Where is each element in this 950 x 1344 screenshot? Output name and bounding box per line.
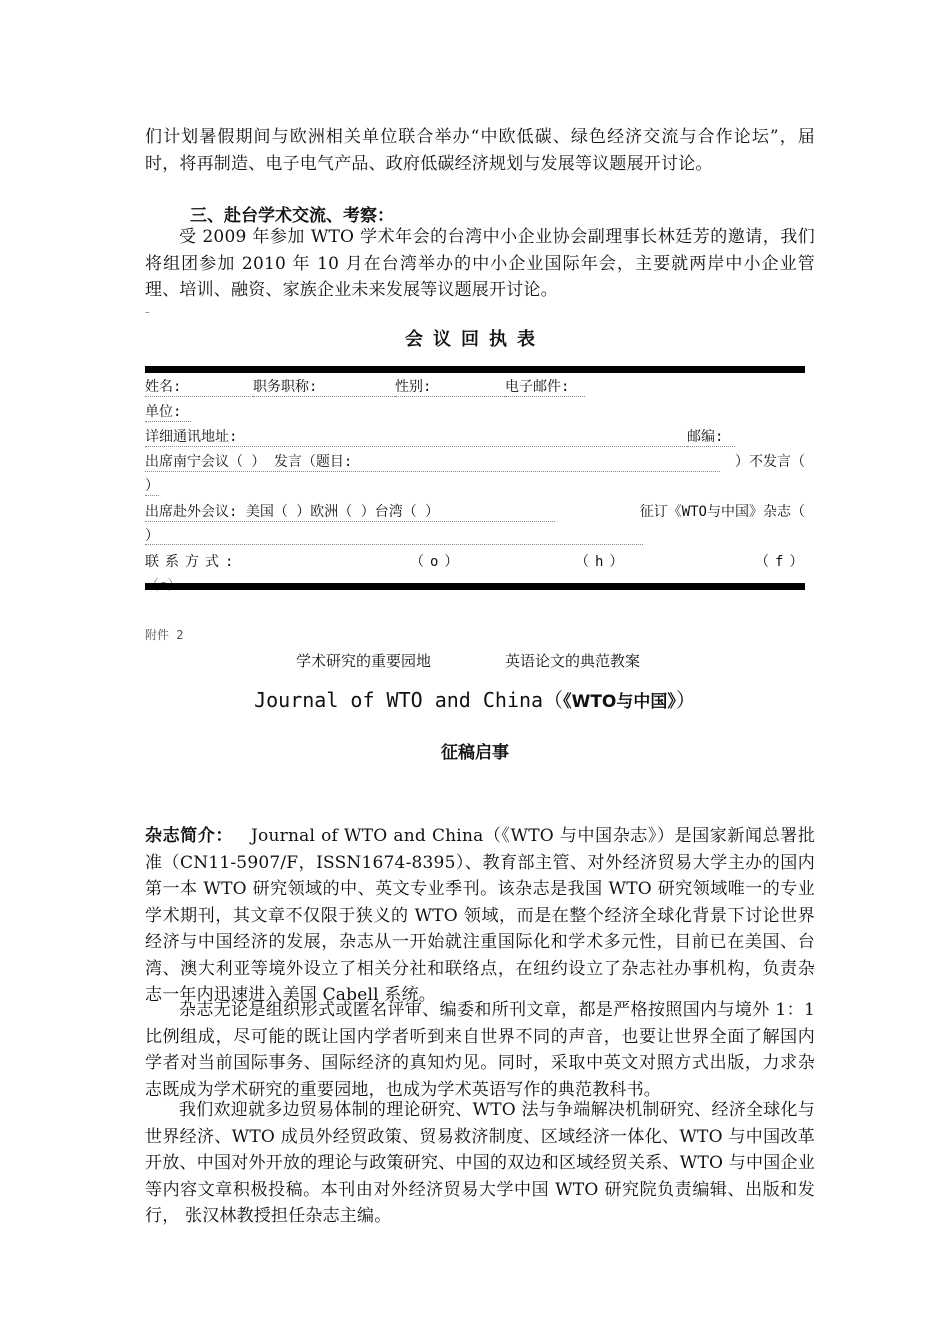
form-row-nanning-wrap [145,477,805,496]
email-field[interactable]: 电子邮件: [505,378,585,397]
contact-label: 联系方式: [145,554,240,570]
address-field[interactable]: 详细通讯地址: [145,428,687,447]
no-speech-close: ） [145,478,159,494]
welcome-paragraph: 我们欢迎就多边贸易体制的理论研究、WTO 法与争端解决机制研究、经济全球化与世界经济、WTO 成员外经贸政策、贸易救济制度、区域经济一体化、WTO 与中国改革开放、中国对外开放的理论与政策研究、中国的双边和区域经贸关系、WTO 与中国企业等内容文章积极投稿。本刊由对外经济贸易大学中国 WTO 研究院负责编辑、出版和发行， 张汉林教授担任杂志主编。 [145,1100,815,1226]
section-three-text: 受 2009 年参加 WTO 学术年会的台湾中小企业协会副理事长林廷芳的邀请，我们将组团参加 2010 年 10 月在台湾举办的中小企业国际年会，主要就两岸中小企业管理、培训、融资、家族企业未来发展等议题展开讨论。 [145,227,815,300]
journal-title [0,684,950,713]
call-for-papers-title: 征稿启事 [441,743,509,763]
tiny-mark: – [145,308,150,318]
form-top-rule [145,366,805,373]
annex-label: 附件 2 [145,628,184,642]
form-title: 会议回执表 [405,329,545,350]
journal-title-close: ） [675,688,696,712]
form-row-abroad-wrap [145,527,805,545]
home-phone-field[interactable]: （h） [575,554,630,570]
nanning-attend-field[interactable]: 出席南宁会议（ ） 发言（题目: [145,453,720,472]
journal-title-cn: 《WTO与中国》 [563,692,676,712]
form-row-contact [145,553,810,571]
review-paragraph: 杂志无论是组织形式或匿名评审、编委和所刊文章，都是严格按照国内与境外 1：1 比例组成，尽可能的既让国内学者听到来自世界不同的声音，也要让世界全面了解国内学者对当前国际事务、国际经济的真知灼见。同时，采取中英文对照方式出版，力求杂志既成为学术研究的重要园地，也成为学术英语写作的典范教科书。 [145,1000,815,1100]
intro-label: 杂志简介： [145,826,234,846]
fax-field[interactable]: （f） [755,554,810,570]
journal-title-latin: Journal of WTO and China（ [254,688,564,712]
postcode-field[interactable]: 邮编: [687,428,735,447]
intro-text: Journal of WTO and China（《WTO 与中国杂志》）是国家新闻总署批准（CN11-5907/F，ISSN1674-8395）、教育部主管、对外经济贸易大学主办的国内第一本 WTO 研究领域的中、英文专业季刊。该杂志是我国 WTO 研究领域唯一的专业学术期刊，其文章不仅限于狭义的 WTO 领域，而是在整个经济全球化背景下讨论世界经济与中国经济的发展，杂志从一开始就注重国际化和学术多元性，目前已在美国、台湾、澳大利亚等境外设立了相关分社和联络点，在纽约设立了杂志社办事机构，负责杂志一年内迅速进入美国 Cabell 系统。 [145,826,816,1005]
form-row-personal [145,378,805,397]
no-speech-option[interactable]: ）不发言（ [735,454,805,470]
form-row-unit [145,403,805,422]
form-row-address [145,428,805,447]
form-row-nanning [145,453,805,472]
name-field[interactable]: 姓名: [145,378,253,397]
unit-field[interactable]: 单位: [145,403,191,422]
top-paragraph: 们计划暑假期间与欧洲相关单位联合举办“中欧低碳、绿色经济交流与合作论坛”，届时，将再制造、电子电气产品、政府低碳经济规划与发展等议题展开讨论。 [145,127,815,174]
gender-field[interactable]: 性别: [395,378,505,397]
form-bottom-rule [145,583,805,590]
abroad-dotted-rule [145,544,643,545]
subscribe-close: ） [145,528,159,544]
subscribe-option[interactable]: 征订《WTO与中国》杂志（ [639,504,805,520]
office-phone-field[interactable]: （o） [410,554,465,570]
section-three-heading: 三、赴台学术交流、考察： [190,206,394,226]
slogan-right: 英语论文的典范教案 [505,652,641,670]
slogan-left: 学术研究的重要园地 [296,652,432,670]
intro-paragraph [145,823,815,1009]
abroad-attend-field[interactable]: 出席赴外会议: 美国（ ）欧洲（ ）台湾（ ） [145,503,555,522]
form-row-abroad [145,503,805,522]
position-field[interactable]: 职务职称: [253,378,395,397]
